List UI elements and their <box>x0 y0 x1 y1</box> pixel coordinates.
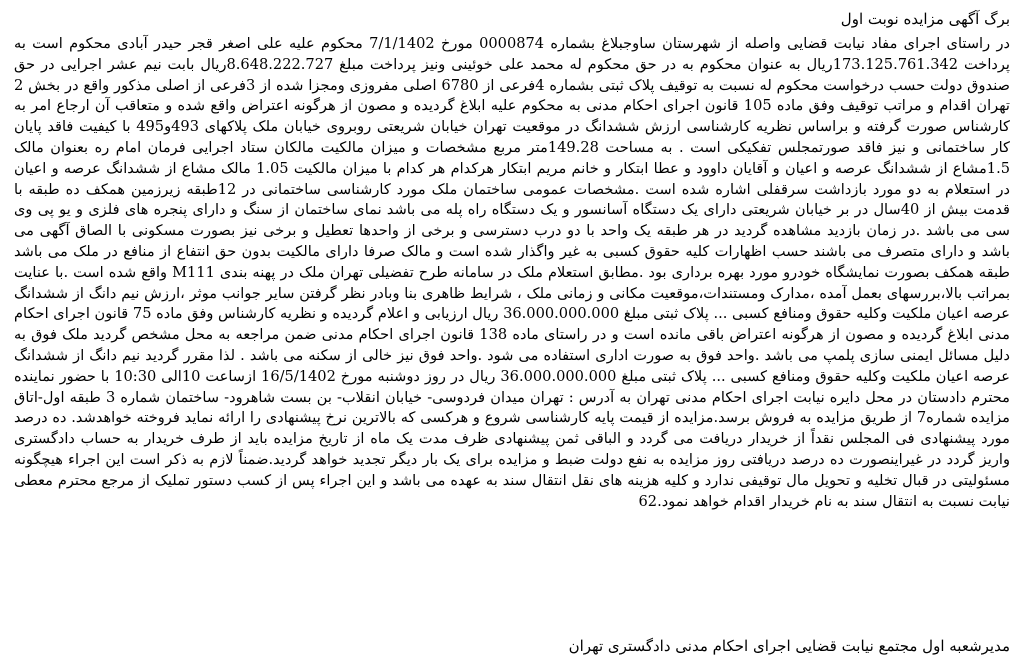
notice-body: در راستای اجرای مفاد نیابت قضایی واصله از شهرستان ساوجبلاغ بشماره 0000874 مورخ 7/1/1402 محکوم علیه علی اصغر قجر حیدر آبادی محکوم است به پرداخت 173.125.761.342ریال به عنوان محکوم به در حق محکوم له محمد علی خوئینی ونیز پرداخت مبلغ 8.648.222.727ریال بابت نیم عشر اجرایی در حق صندوق دولت حسب درخواست محکوم له نسبت به توقیف پلاک ثبتی بشماره 4فرعی از 6780 اصلی مفروزی ومجزا شده از 3فرعی از اصلی مذکور واقع در بخش 2 تهران اقدام و مراتب توقیف وفق ماده 105 قانون اجرای احکام مدنی به محکوم علیه ابلاغ گردیده و مصون از هرگونه اعتراض واقع شده و متعاقب آن ارجاع امر به کارشناس صورت گرفته و براساس نظریه کارشناسی ارزش ششدانگ در موقعیت تهران خیابان شریعتی روبروی خیابان ملک پلاکهای 493و495 با کیفیت فاقد پایان کار ساختمانی و نیز فاقد صورتمجلس تفکیکی است . به مساحت 149.28متر مربع مشخصات و میزان مالکیت مالکان ستاد اجرایی فرمان امام ره بعنوان مالک 1.5مشاع از ششدانگ عرصه و اعیان و آقایان داوود و عطا ابتکار و خانم مریم ابتکار هرکدام هر کدام با میزان مالکیت 1.05 مالک مشاع از ششدانگ عرصه و اعیان در استعلام به دو مورد بازداشت سرقفلی اشاره شده است .مشخصات عمومی ساختمان ملک مورد کارشناسی ساختمانی در 12طبقه زیرزمین همکف ده طبقه با قدمت بیش از 40سال در بر خیابان شریعتی دارای یک دستگاه آسانسور و یک دستگاه راه پله می باشد نمای ساختمان از سنگ و دارای پنجره های فلزی و یو پی وی سی می باشد .در زمان بازدید مشاهده گردید در هر طبقه یک واحد با دو درب دسترسی و برخی از واحدها تعطیل و برخی نیز بصورت مسکونی با الصاق آگهی می باشد و دارای متصرف می باشند حسب اظهارات کلیه حقوق کسبی به غیر واگذار شده است و مالک صرفا دارای مالکیت بدون حق انتفاع از منافع در ملک می باشد طبقه همکف بصورت نمایشگاه خودرو مورد بهره برداری بود .مطابق استعلام ملک در سامانه طرح تفضیلی تهران ملک در پهنه بندی M111 واقع شده است .با عنایت بمراتب بالا،بررسهای بعمل آمده ،مدارک ومستندات،موقعیت مکانی و زمانی ملک ، شرایط ظاهری بنا وبادر نظر گرفتن سایر جوانب موثر ،ارزش نیم دانگ از ششدانگ عرصه اعیان ملکیت وکلیه حقوق ومنافع کسبی ... پلاک ثبتی مبلغ 36.000.000.000 ریال ارزیابی و اعلام گردیده و نظریه کارشناس وفق ماده 75 قانون اجرای احکام مدنی ابلاغ گردیده و مصون از هرگونه اعتراض باقی مانده است و در راستای ماده 138 قانون اجرای احکام مدنی ضمن مراجعه به محل مشخص گردید ملک فوق به دلیل مسائل ایمنی سازی پلمپ می باشد .واحد فوق به صورت اداری استفاده می شود .واحد فوق نیز خالی از سکنه می باشد . لذا مقرر گردید نیم دانگ از ششدانگ عرصه اعیان ملکیت وکلیه حقوق ومنافع کسبی ... پلاک ثبتی مبلغ 36.000.000.000 ریال در روز دوشنبه مورخ 16/5/1402 ازساعت 10الی 10:30 با حضور نماینده محترم دادستان در محل دایره نیابت اجرای احکام مدنی تهران به آدرس : تهران میدان فردوسی- خیابان انقلاب- بن بست شاهرود- ساختمان شماره 3 طبقه اول-اتاق مزایده شماره7 از طریق مزایده به فروش برسد.مزایده از قیمت پایه کارشناسی شروع و هرکسی که بالاترین نرخ پیشنهادی را ارائه نماید فروخته خواهدشد. ده درصد مورد پیشنهادی فی المجلس نقداً از خریدار دریافت می گردد و الباقی ثمن پیشنهادی ظرف مدت یک ماه از تاریخ مزایده باید از طرف خریدار به حساب دادگستری واریز گردد در غیراینصورت ده درصد دریافتی روز مزایده به نفع دولت ضبط و مزایده برای یک بار دیگر تجدید خواهد گردید.ضمناً لازم به ذکر است این اجراء هیچگونه مسئولیتی در قبال تخلیه و تحویل مال توقیفی ندارد و کلیه هزینه های نقل انتقال سند به عهده می باشد و این اجراء پس از کسب دستور تملیک از مرجع محترم معطی نیابت نسبت به انتقال سند به نام خریدار اقدام خواهد نمود.62 <box>14 35 1011 510</box>
notice-signature: مدیرشعبه اول مجتمع نیابت قضایی اجرای احکام مدنی دادگستری تهران <box>568 637 1010 655</box>
notice-title: برگ آگهی مزایده نوبت اول <box>840 10 1010 28</box>
